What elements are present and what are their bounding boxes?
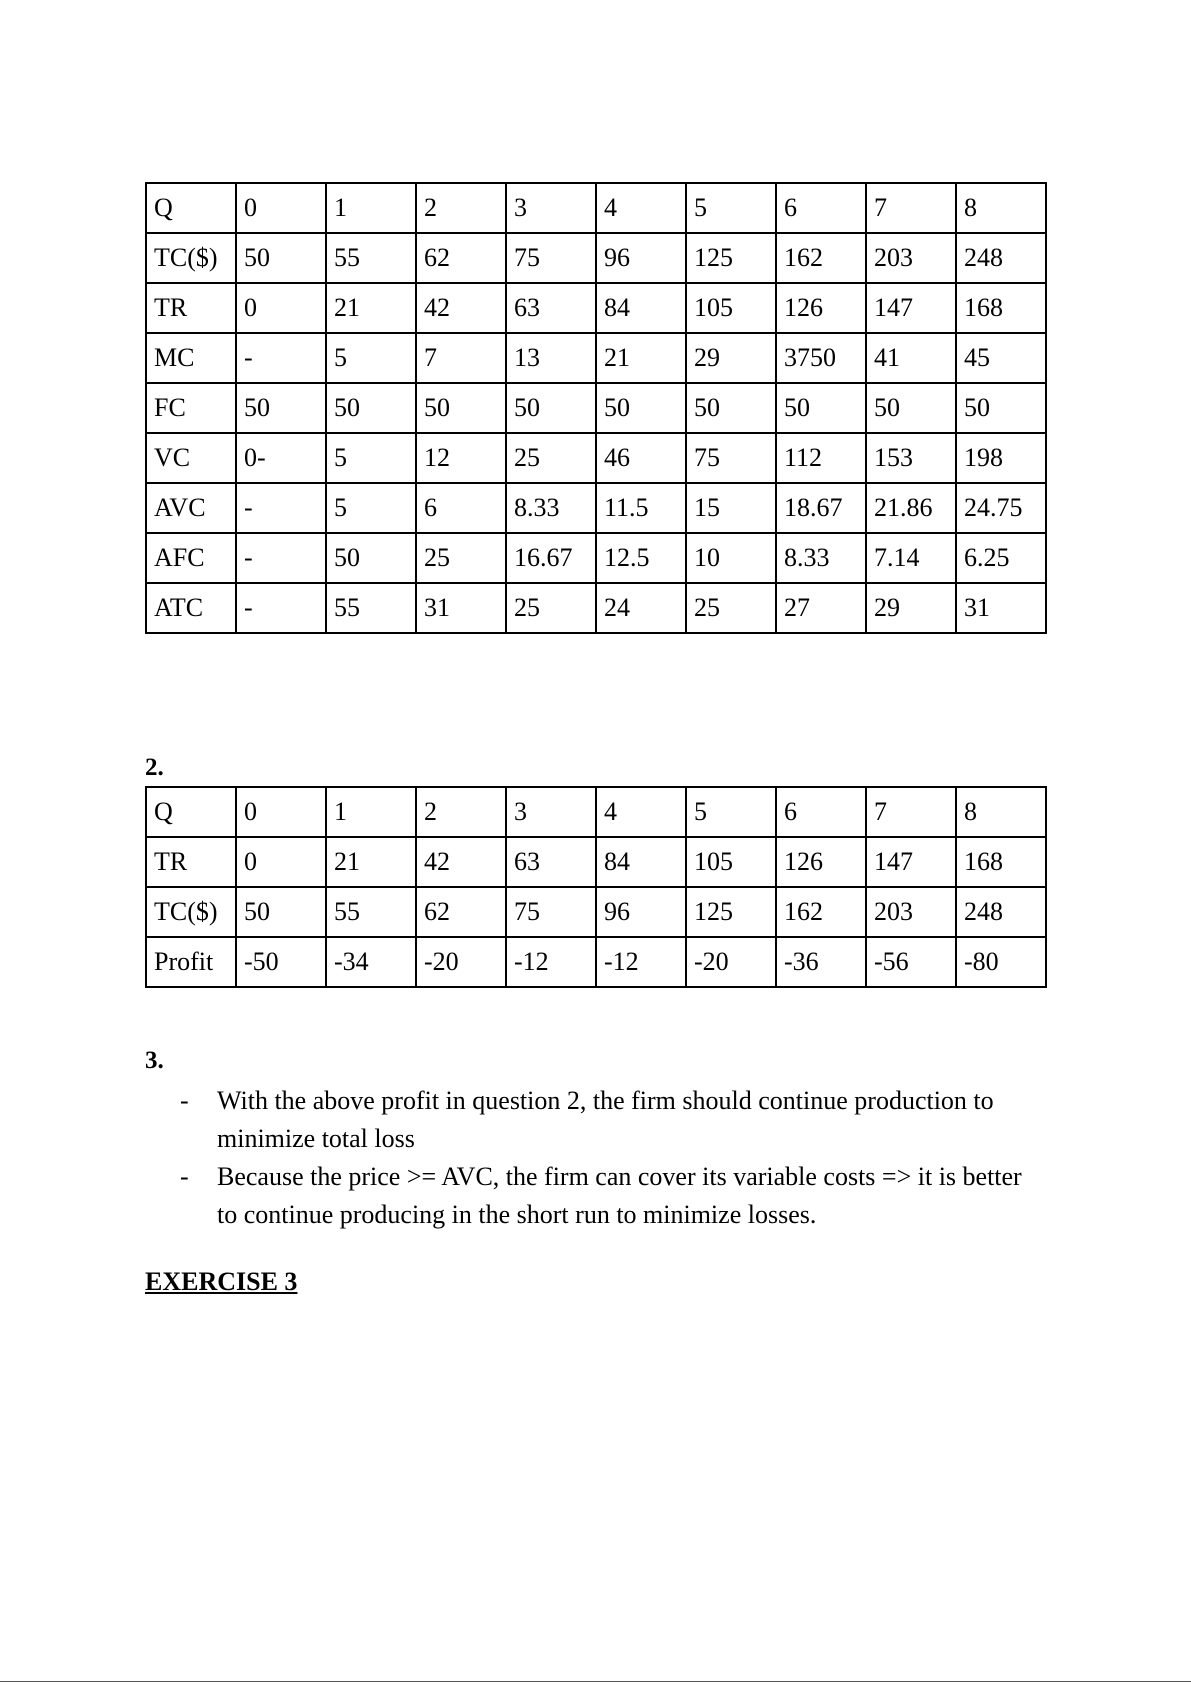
answer-list — [145, 1082, 1045, 1234]
row-header-cell: VC — [146, 433, 236, 483]
table-cell: 62 — [416, 233, 506, 283]
cost-table — [145, 182, 1047, 634]
table-row — [146, 483, 1046, 533]
table-cell: - — [236, 583, 326, 633]
table-cell: 8.33 — [776, 533, 866, 583]
table-cell: 11.5 — [596, 483, 686, 533]
table-row — [146, 183, 1046, 233]
row-header-cell: Profit — [146, 937, 236, 987]
table-cell: 8.33 — [506, 483, 596, 533]
table-row — [146, 583, 1046, 633]
table-cell: 75 — [686, 433, 776, 483]
answer-text: Because the price >= AVC, the firm can cover its variable costs => it is better to continue producing in the short run to minimize losses. — [217, 1162, 1022, 1229]
answer-item — [145, 1158, 1045, 1234]
table-cell: 125 — [686, 233, 776, 283]
table-cell: 25 — [416, 533, 506, 583]
table-cell: 7 — [866, 183, 956, 233]
table-cell: 1 — [326, 183, 416, 233]
table-cell: 125 — [686, 887, 776, 937]
table-cell: 50 — [956, 383, 1046, 433]
table-cell: 46 — [596, 433, 686, 483]
table-cell: 16.67 — [506, 533, 596, 583]
table-cell: 27 — [776, 583, 866, 633]
table-cell: 55 — [326, 233, 416, 283]
table-cell: 7.14 — [866, 533, 956, 583]
table-row — [146, 937, 1046, 987]
table-row — [146, 837, 1046, 887]
table-cell: -12 — [506, 937, 596, 987]
table-cell: 2 — [416, 787, 506, 837]
row-header-cell: TC($) — [146, 887, 236, 937]
table-cell: 8 — [956, 787, 1046, 837]
table-cell: 15 — [686, 483, 776, 533]
table-cell: 1 — [326, 787, 416, 837]
page-bottom-divider — [0, 1681, 1191, 1682]
table-cell: 13 — [506, 333, 596, 383]
table-cell: 25 — [506, 433, 596, 483]
table-cell: 25 — [686, 583, 776, 633]
table-cell: - — [236, 483, 326, 533]
table-row — [146, 383, 1046, 433]
table-cell: 21 — [596, 333, 686, 383]
row-header-cell: TR — [146, 283, 236, 333]
table-cell: 25 — [506, 583, 596, 633]
table-cell: 3 — [506, 787, 596, 837]
table-cell: 5 — [686, 787, 776, 837]
table-cell: 105 — [686, 283, 776, 333]
section-3-label: 3. — [145, 1047, 164, 1074]
table-cell: -36 — [776, 937, 866, 987]
table-cell: -12 — [596, 937, 686, 987]
table-cell: 126 — [776, 837, 866, 887]
table-cell: 55 — [326, 887, 416, 937]
table-cell: 45 — [956, 333, 1046, 383]
table-cell: 2 — [416, 183, 506, 233]
table-row — [146, 433, 1046, 483]
row-header-cell: AVC — [146, 483, 236, 533]
table-cell: 6.25 — [956, 533, 1046, 583]
table-cell: 50 — [866, 383, 956, 433]
table-cell: 5 — [326, 433, 416, 483]
table-cell: 31 — [956, 583, 1046, 633]
bullet-dash: - — [180, 1086, 189, 1115]
table-cell: 18.67 — [776, 483, 866, 533]
table-cell: 7 — [866, 787, 956, 837]
table-cell: 147 — [866, 837, 956, 887]
row-header-cell: TC($) — [146, 233, 236, 283]
table-cell: - — [236, 333, 326, 383]
table-cell: 21 — [326, 837, 416, 887]
bullet-dash: - — [180, 1162, 189, 1191]
table-cell: 147 — [866, 283, 956, 333]
row-header-cell: FC — [146, 383, 236, 433]
table-cell: 0 — [236, 787, 326, 837]
table-cell: 112 — [776, 433, 866, 483]
table-cell: -20 — [686, 937, 776, 987]
table-cell: 50 — [236, 233, 326, 283]
table-cell: 0 — [236, 837, 326, 887]
table-cell: 168 — [956, 283, 1046, 333]
table-cell: 6 — [416, 483, 506, 533]
table-cell: 10 — [686, 533, 776, 583]
table-cell: 12 — [416, 433, 506, 483]
table-cell: 84 — [596, 283, 686, 333]
table-cell: 50 — [596, 383, 686, 433]
table-cell: 7 — [416, 333, 506, 383]
table-cell: 162 — [776, 887, 866, 937]
table-cell: 55 — [326, 583, 416, 633]
row-header-cell: AFC — [146, 533, 236, 583]
table-cell: 50 — [326, 383, 416, 433]
table-cell: 24 — [596, 583, 686, 633]
table-cell: - — [236, 533, 326, 583]
table-row — [146, 333, 1046, 383]
table-cell: 50 — [236, 383, 326, 433]
table-cell: 50 — [506, 383, 596, 433]
table-cell: -34 — [326, 937, 416, 987]
table-cell: -50 — [236, 937, 326, 987]
table-cell: -80 — [956, 937, 1046, 987]
table-cell: 126 — [776, 283, 866, 333]
table-row — [146, 233, 1046, 283]
table-cell: 248 — [956, 887, 1046, 937]
table-cell: 62 — [416, 887, 506, 937]
table-cell: 21.86 — [866, 483, 956, 533]
table-cell: 3750 — [776, 333, 866, 383]
table-cell: 6 — [776, 787, 866, 837]
table-cell: 29 — [686, 333, 776, 383]
table-cell: 50 — [686, 383, 776, 433]
row-header-cell: Q — [146, 183, 236, 233]
table-cell: 29 — [866, 583, 956, 633]
table-cell: 42 — [416, 837, 506, 887]
table-cell: 248 — [956, 233, 1046, 283]
table-cell: 5 — [326, 333, 416, 383]
table-cell: 50 — [326, 533, 416, 583]
table-cell: 3 — [506, 183, 596, 233]
row-header-cell: MC — [146, 333, 236, 383]
table-cell: 75 — [506, 233, 596, 283]
table-cell: 42 — [416, 283, 506, 333]
table-cell: 153 — [866, 433, 956, 483]
table-cell: 96 — [596, 233, 686, 283]
table-cell: 0- — [236, 433, 326, 483]
table-cell: 12.5 — [596, 533, 686, 583]
table-cell: 203 — [866, 887, 956, 937]
table-cell: 41 — [866, 333, 956, 383]
exercise-heading: EXERCISE 3 — [145, 1267, 298, 1296]
table-cell: 4 — [596, 787, 686, 837]
table-cell: 24.75 — [956, 483, 1046, 533]
row-header-cell: Q — [146, 787, 236, 837]
table-cell: 198 — [956, 433, 1046, 483]
table-cell: 96 — [596, 887, 686, 937]
table-cell: 50 — [236, 887, 326, 937]
profit-table — [145, 786, 1047, 988]
table-cell: 0 — [236, 283, 326, 333]
section-2-label: 2. — [145, 754, 164, 781]
table-cell: 63 — [506, 837, 596, 887]
table-cell: -56 — [866, 937, 956, 987]
table-cell: 6 — [776, 183, 866, 233]
table-cell: 105 — [686, 837, 776, 887]
table-cell: 168 — [956, 837, 1046, 887]
answer-text: With the above profit in question 2, the firm should continue production to minimize total loss — [217, 1086, 994, 1153]
table-cell: 162 — [776, 233, 866, 283]
table-row — [146, 283, 1046, 333]
table-cell: 50 — [776, 383, 866, 433]
table-cell: 31 — [416, 583, 506, 633]
table-cell: 50 — [416, 383, 506, 433]
table-cell: 8 — [956, 183, 1046, 233]
table-cell: 203 — [866, 233, 956, 283]
table-row — [146, 887, 1046, 937]
table-cell: 63 — [506, 283, 596, 333]
table-cell: -20 — [416, 937, 506, 987]
table-cell: 21 — [326, 283, 416, 333]
row-header-cell: TR — [146, 837, 236, 887]
answer-item — [145, 1082, 1045, 1158]
table-cell: 5 — [686, 183, 776, 233]
table-cell: 5 — [326, 483, 416, 533]
table-row — [146, 533, 1046, 583]
table-row — [146, 787, 1046, 837]
table-cell: 75 — [506, 887, 596, 937]
row-header-cell: ATC — [146, 583, 236, 633]
table-cell: 4 — [596, 183, 686, 233]
table-cell: 0 — [236, 183, 326, 233]
table-cell: 84 — [596, 837, 686, 887]
